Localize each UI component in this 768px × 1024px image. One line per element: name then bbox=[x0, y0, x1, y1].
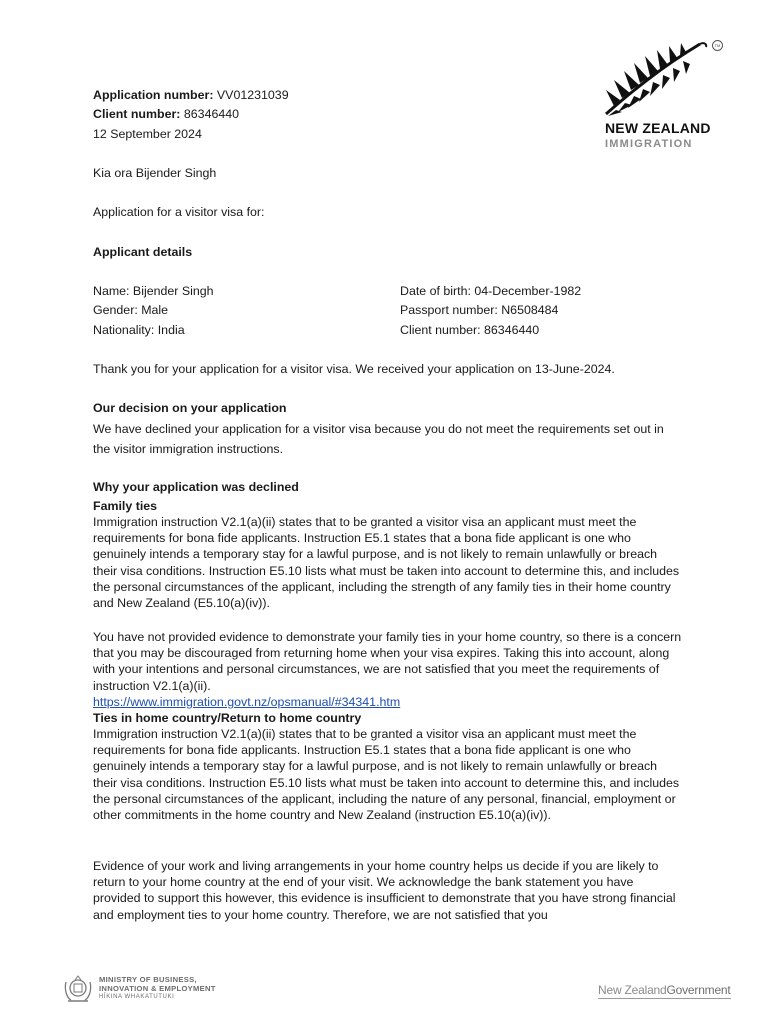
thank-you-text: Thank you for your application for a visitor visa. We received your application on 13-June-2024. bbox=[93, 362, 615, 376]
client-number: 86346440 bbox=[183, 107, 240, 121]
ministry-line-3: HĪKINA WHAKATUTUKI bbox=[99, 994, 175, 1001]
home-ties-para-2: Evidence of your work and living arrangements in your home country helps us decide if you are likely to return to your home country at the end of your visit. We acknowledge the bank statement you have provided to support this however, this evidence is insufficient to demonstrate that you have strong financial and employment ties to your home country. Therefore, we are not satisfied that you bbox=[93, 859, 676, 922]
logo-immigration: IMMIGRATION bbox=[605, 138, 693, 150]
reasons-heading: Why your application was declined bbox=[93, 480, 299, 494]
family-ties-para-1: Immigration instruction V2.1(a)(ii) states that to be granted a visitor visa an applicant must meet the requirements for bona fide applicants. Instruction E5.1 states that a bona fide applicant is one who genuinely intends a temporary stay for a lawful purpose, and is not likely to remain unlawfully or breach their visa conditions. Instruction E5.10 lists what must be taken into account to determine this, and includes the personal circumstances of the applicant, including the strength of any family ties in their home country and New Zealand (E5.10(a)(iv)). bbox=[93, 515, 680, 611]
decision-text: We have declined your application for a visitor visa because you do not meet the requirements set out in the visitor immigration instructions. bbox=[93, 422, 664, 456]
applicant-client-number: Client number: 86346440 bbox=[400, 323, 540, 337]
client-number-line bbox=[93, 106, 239, 122]
mbie-footer-logo bbox=[62, 974, 262, 1004]
applicant-nationality: Nationality: India bbox=[93, 323, 185, 337]
govt-part-1: New Zealand bbox=[598, 983, 667, 997]
trademark-badge: TM bbox=[712, 40, 723, 51]
applicant-gender: Gender: Male bbox=[93, 303, 169, 317]
home-ties-heading: Ties in home country/Return to home country bbox=[93, 711, 362, 725]
greeting: Kia ora Bijender Singh bbox=[93, 166, 217, 180]
home-ties-para-1: Immigration instruction V2.1(a)(ii) states that to be granted a visitor visa an applicant must meet the requirements for bona fide applicants. Instruction E5.1 states that a bona fide applicant is one who genuinely intends a temporary stay for a lawful purpose, and is not likely to remain unlawfully or breach their visa conditions. Instruction E5.10 lists what must be taken into account to determine this, and includes the personal circumstances of the applicant, including the nature of any personal, financial, employment or other commitments in the home country and New Zealand (instruction E5.10(a)(iv)). bbox=[93, 727, 680, 823]
family-ties-heading: Family ties bbox=[93, 499, 158, 513]
ministry-line-2: INNOVATION & EMPLOYMENT bbox=[99, 983, 216, 993]
applicant-name: Name: Bijender Singh bbox=[93, 284, 214, 298]
letter-date: 12 September 2024 bbox=[93, 127, 202, 141]
applicant-details-heading: Applicant details bbox=[93, 245, 193, 259]
coat-of-arms-icon bbox=[62, 974, 94, 1004]
ministry-line-1: MINISTRY OF BUSINESS, bbox=[99, 975, 197, 984]
family-ties-para-2: You have not provided evidence to demonstrate your family ties in your home country, so there is a concern that you may be discouraged from returning home when your visa expires. Taking this into account, along with your intentions and personal circumstances, we are not satisfied that you meet the requirements of instruction V2.1(a)(ii). bbox=[93, 630, 682, 693]
application-number: VV01231039 bbox=[216, 88, 289, 102]
client-number-label: Client number: bbox=[93, 107, 181, 121]
logo-new-zealand: NEW ZEALAND bbox=[605, 120, 711, 136]
application-number-label: Application number: bbox=[93, 88, 214, 102]
ops-manual-link[interactable]: https://www.immigration.govt.nz/opsmanual/#34341.htm bbox=[93, 695, 401, 709]
applicant-passport: Passport number: N6508484 bbox=[400, 303, 559, 317]
nz-immigration-logo bbox=[600, 38, 725, 150]
silver-fern-icon bbox=[600, 38, 725, 118]
application-for: Application for a visitor visa for: bbox=[93, 205, 265, 219]
applicant-dob: Date of birth: 04-December-1982 bbox=[400, 284, 582, 298]
govt-part-2: Government bbox=[666, 983, 731, 997]
decision-heading: Our decision on your application bbox=[93, 401, 287, 415]
nz-government-logo bbox=[598, 982, 731, 999]
application-number-line bbox=[93, 87, 289, 103]
